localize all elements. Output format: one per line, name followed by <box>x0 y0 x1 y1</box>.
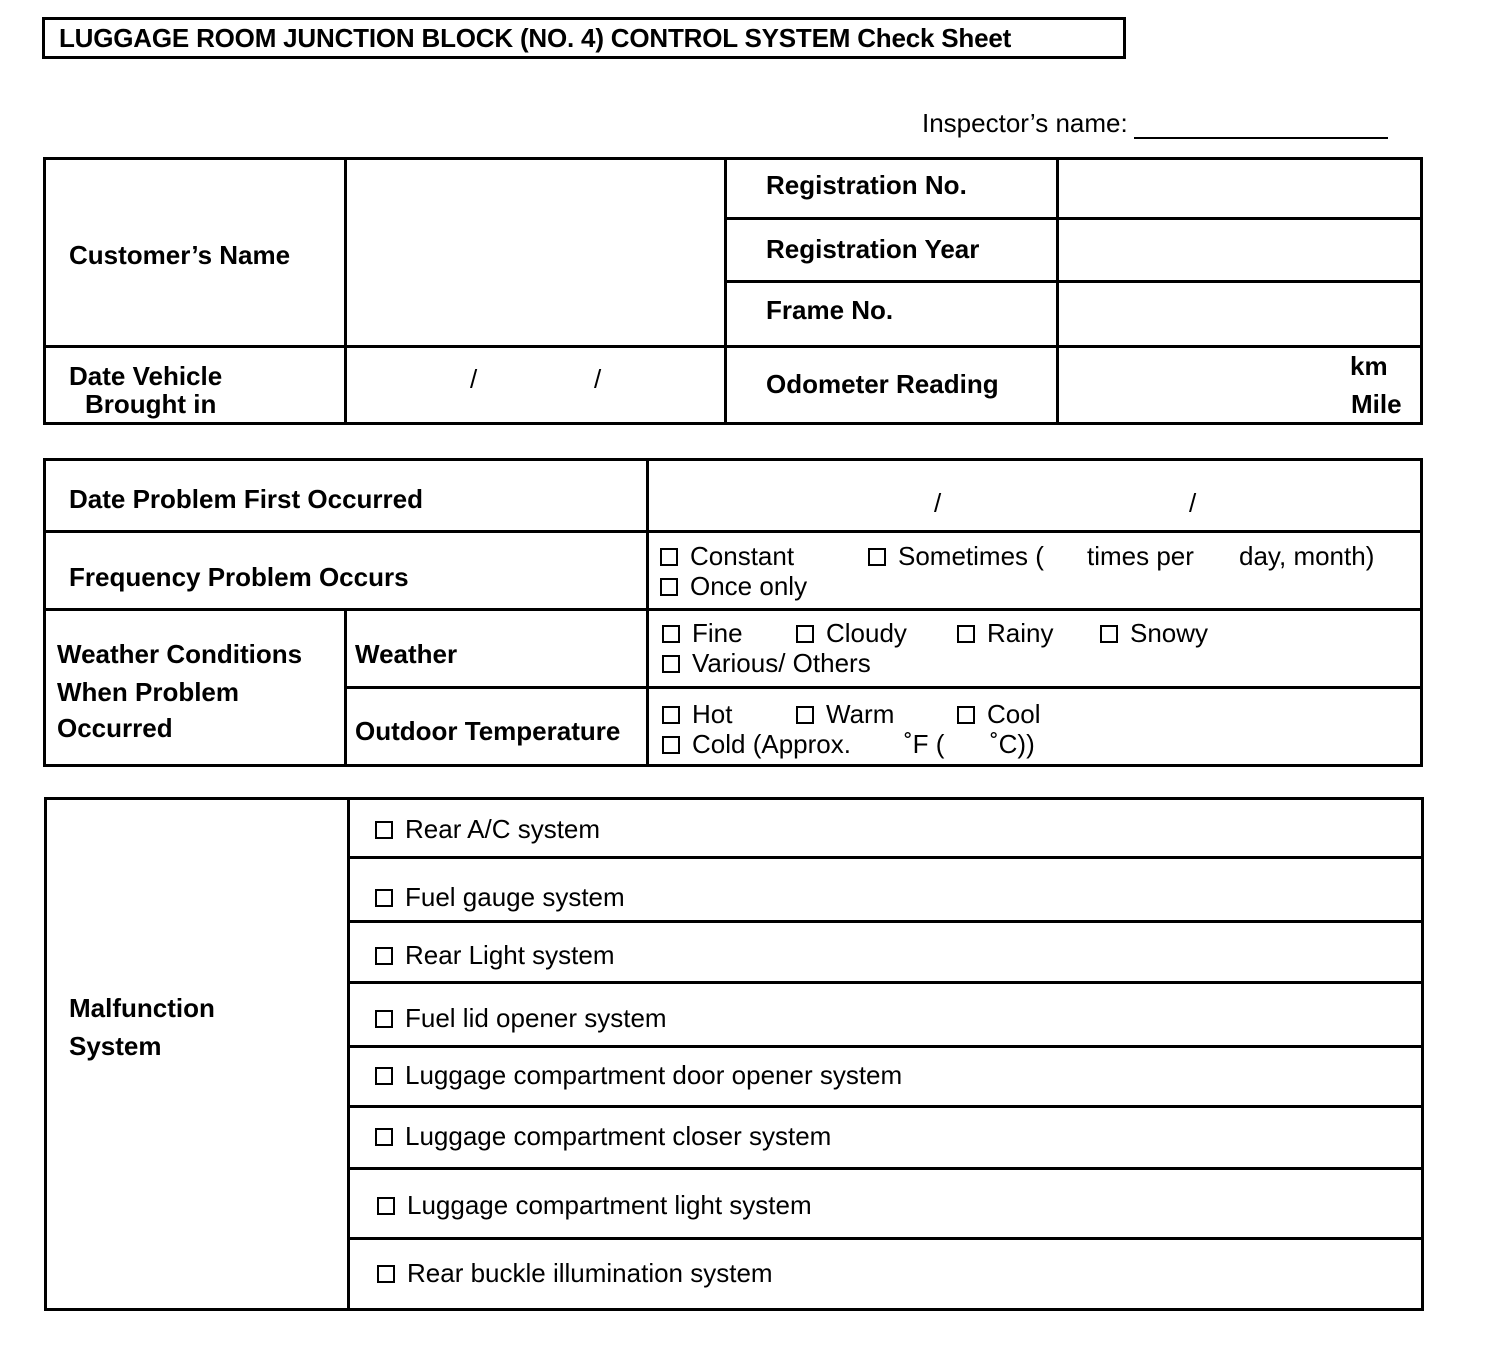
frequency-label: Frequency Problem Occurs <box>69 562 409 592</box>
registration-no-label: Registration No. <box>766 170 967 200</box>
option-once-only[interactable] <box>660 571 807 601</box>
celsius-text: ˚C)) <box>990 729 1035 759</box>
option-fuel-gauge-system[interactable] <box>375 882 625 912</box>
checkbox[interactable] <box>662 736 680 754</box>
checkbox[interactable] <box>957 625 975 643</box>
option-label: Fine <box>692 618 743 648</box>
checkbox[interactable] <box>796 625 814 643</box>
option-label: Once only <box>690 571 808 601</box>
option-luggage-closer-system[interactable] <box>375 1121 831 1151</box>
checkbox[interactable] <box>375 889 393 907</box>
day-month-text: day, month) <box>1239 541 1375 571</box>
option-rear-ac-system[interactable] <box>375 814 600 844</box>
registration-year-label: Registration Year <box>766 234 980 264</box>
frame-no-field[interactable] <box>1060 284 1418 344</box>
date-first-occurred-label: Date Problem First Occurred <box>69 484 423 514</box>
frame-no-label: Frame No. <box>766 295 894 325</box>
option-various[interactable] <box>662 648 871 678</box>
option-label: Hot <box>692 699 733 729</box>
checkbox[interactable] <box>662 625 680 643</box>
option-label: Rear Light system <box>405 940 615 970</box>
option-constant[interactable] <box>660 541 794 571</box>
checkbox[interactable] <box>375 947 393 965</box>
times-per-text: times per <box>1087 541 1194 571</box>
outdoor-temperature-label: Outdoor Temperature <box>355 716 621 746</box>
checkbox[interactable] <box>662 655 680 673</box>
checkbox[interactable] <box>662 706 680 724</box>
unit-km: km <box>1350 351 1388 381</box>
option-label: Fuel lid opener system <box>405 1003 667 1033</box>
option-cool[interactable] <box>957 699 1040 729</box>
date-separator: / <box>594 364 602 394</box>
checkbox[interactable] <box>377 1197 395 1215</box>
option-rear-light-system[interactable] <box>375 940 615 970</box>
inspector-name-field[interactable] <box>1134 113 1388 139</box>
option-label: Luggage compartment closer system <box>405 1121 832 1151</box>
customer-name-label: Customer’s Name <box>69 240 291 270</box>
option-label: Luggage compartment light system <box>407 1190 812 1220</box>
checkbox[interactable] <box>377 1265 395 1283</box>
option-rear-buckle-illumination-system[interactable] <box>377 1258 773 1288</box>
checkbox[interactable] <box>375 1128 393 1146</box>
weather-conditions-label: Weather Conditions <box>57 639 303 669</box>
weather-label: Weather <box>355 639 458 669</box>
date-vehicle-label-2: Brought in <box>85 389 217 419</box>
option-rainy[interactable] <box>957 618 1053 648</box>
option-hot[interactable] <box>662 699 732 729</box>
checkbox[interactable] <box>375 1010 393 1028</box>
option-label: Snowy <box>1130 618 1209 648</box>
option-snowy[interactable] <box>1100 618 1208 648</box>
weather-conditions-label-3: Occurred <box>57 713 173 743</box>
checkbox[interactable] <box>1100 625 1118 643</box>
option-label: Warm <box>826 699 895 729</box>
option-label: Luggage compartment door opener system <box>405 1060 903 1090</box>
option-label: Cool <box>987 699 1041 729</box>
inspector-name-row <box>922 108 1388 139</box>
checkbox[interactable] <box>375 1067 393 1085</box>
checkbox[interactable] <box>375 821 393 839</box>
option-label: Cloudy <box>826 618 907 648</box>
odometer-label: Odometer Reading <box>766 369 999 399</box>
option-label: Rear A/C system <box>405 814 601 844</box>
option-label: Constant <box>690 541 795 571</box>
checkbox[interactable] <box>796 706 814 724</box>
registration-no-field[interactable] <box>1060 161 1418 216</box>
date-separator: / <box>1189 488 1197 518</box>
option-fuel-lid-opener-system[interactable] <box>375 1003 667 1033</box>
option-warm[interactable] <box>796 699 894 729</box>
registration-year-field[interactable] <box>1060 221 1418 279</box>
malfunction-system-label-2: System <box>69 1031 162 1061</box>
date-separator: / <box>934 488 942 518</box>
malfunction-system-label: Malfunction <box>69 993 215 1023</box>
option-label: Sometimes ( <box>898 541 1044 571</box>
checkbox[interactable] <box>660 548 678 566</box>
option-sometimes[interactable] <box>868 541 1044 571</box>
date-vehicle-label: Date Vehicle <box>69 361 223 391</box>
option-label: Various/ Others <box>692 648 871 678</box>
option-label: Fuel gauge system <box>405 882 625 912</box>
customer-name-field[interactable] <box>348 161 722 343</box>
unit-mile: Mile <box>1351 389 1402 419</box>
option-luggage-light-system[interactable] <box>377 1190 812 1220</box>
fahrenheit-text: ˚F ( <box>904 729 945 759</box>
odometer-field[interactable] <box>1060 349 1340 421</box>
option-label: Rainy <box>987 618 1054 648</box>
page-title: LUGGAGE ROOM JUNCTION BLOCK (NO. 4) CONTROL SYSTEM Check Sheet <box>42 17 1126 59</box>
checkbox[interactable] <box>957 706 975 724</box>
checkbox[interactable] <box>660 578 678 596</box>
option-label: Rear buckle illumination system <box>407 1258 773 1288</box>
checkbox[interactable] <box>868 548 886 566</box>
option-label: Cold (Approx. <box>692 729 851 759</box>
option-fine[interactable] <box>662 618 743 648</box>
option-cloudy[interactable] <box>796 618 907 648</box>
inspector-name-label: Inspector’s name: <box>922 108 1128 138</box>
date-separator: / <box>470 364 478 394</box>
option-cold[interactable] <box>662 729 851 759</box>
weather-conditions-label-2: When Problem <box>57 677 240 707</box>
option-luggage-door-opener-system[interactable] <box>375 1060 902 1090</box>
